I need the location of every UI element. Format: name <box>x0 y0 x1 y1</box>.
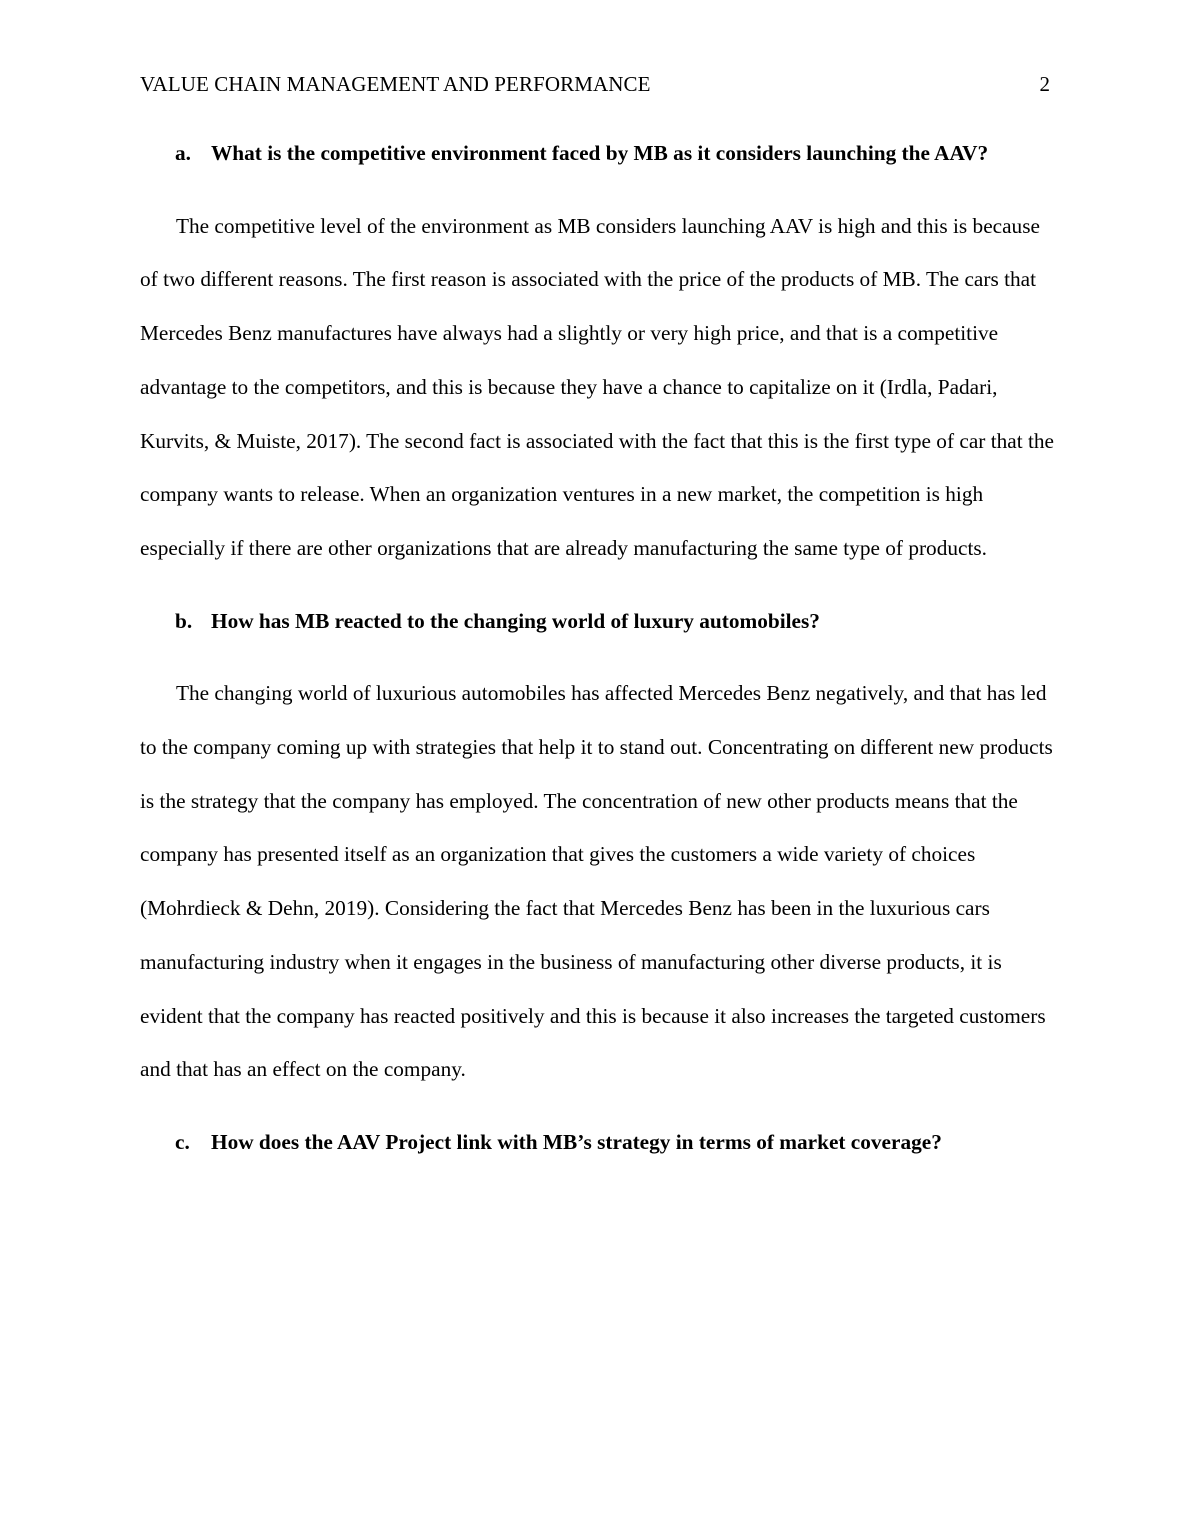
document-body <box>140 127 1055 1170</box>
question-c-text: How does the AAV Project link with MB’s strategy in terms of market coverage? <box>211 1129 942 1154</box>
answer-a-paragraph: The competitive level of the environment as MB considers launching AAV is high and this is because of two different reasons. The first reason is associated with the price of the products of MB. The cars that Mercedes Benz manufactures have always had a slightly or very high price, and that is a competitive advantage to the competitors, and this is because they have a chance to capitalize on it (Irdla, Padari, Kurvits, & Muiste, 2017). The second fact is associated with the fact that this is the first type of car that the company wants to release. When an organization ventures in a new market, the competition is high especially if there are other organizations that are already manufacturing the same type of products. <box>140 213 1054 560</box>
question-a-label: a. <box>175 141 191 165</box>
question-a <box>140 127 1055 181</box>
page-number: 2 <box>1039 72 1050 96</box>
question-b-text: How has MB reacted to the changing world of luxury automobiles? <box>211 608 820 633</box>
running-head: VALUE CHAIN MANAGEMENT AND PERFORMANCE <box>140 72 651 96</box>
answer-b-paragraph: The changing world of luxurious automobiles has affected Mercedes Benz negatively, and that has led to the company coming up with strategies that help it to stand out. Concentrating on different new products is the strategy that the company has employed. The concentration of new other products means that the company has presented itself as an organization that gives the customers a wide variety of choices (Mohrdieck & Dehn, 2019). Considering the fact that Mercedes Benz has been in the luxurious cars manufacturing industry when it engages in the business of manufacturing other diverse products, it is evident that the company has reacted positively and this is because it also increases the targeted customers and that has an effect on the company. <box>140 681 1053 1082</box>
question-b-label: b. <box>175 608 193 633</box>
question-b <box>140 595 1055 649</box>
question-c <box>140 1116 1055 1170</box>
question-a-text: What is the competitive environment faced by MB as it considers launching the AAV? <box>211 141 989 165</box>
question-c-label: c. <box>175 1129 190 1154</box>
